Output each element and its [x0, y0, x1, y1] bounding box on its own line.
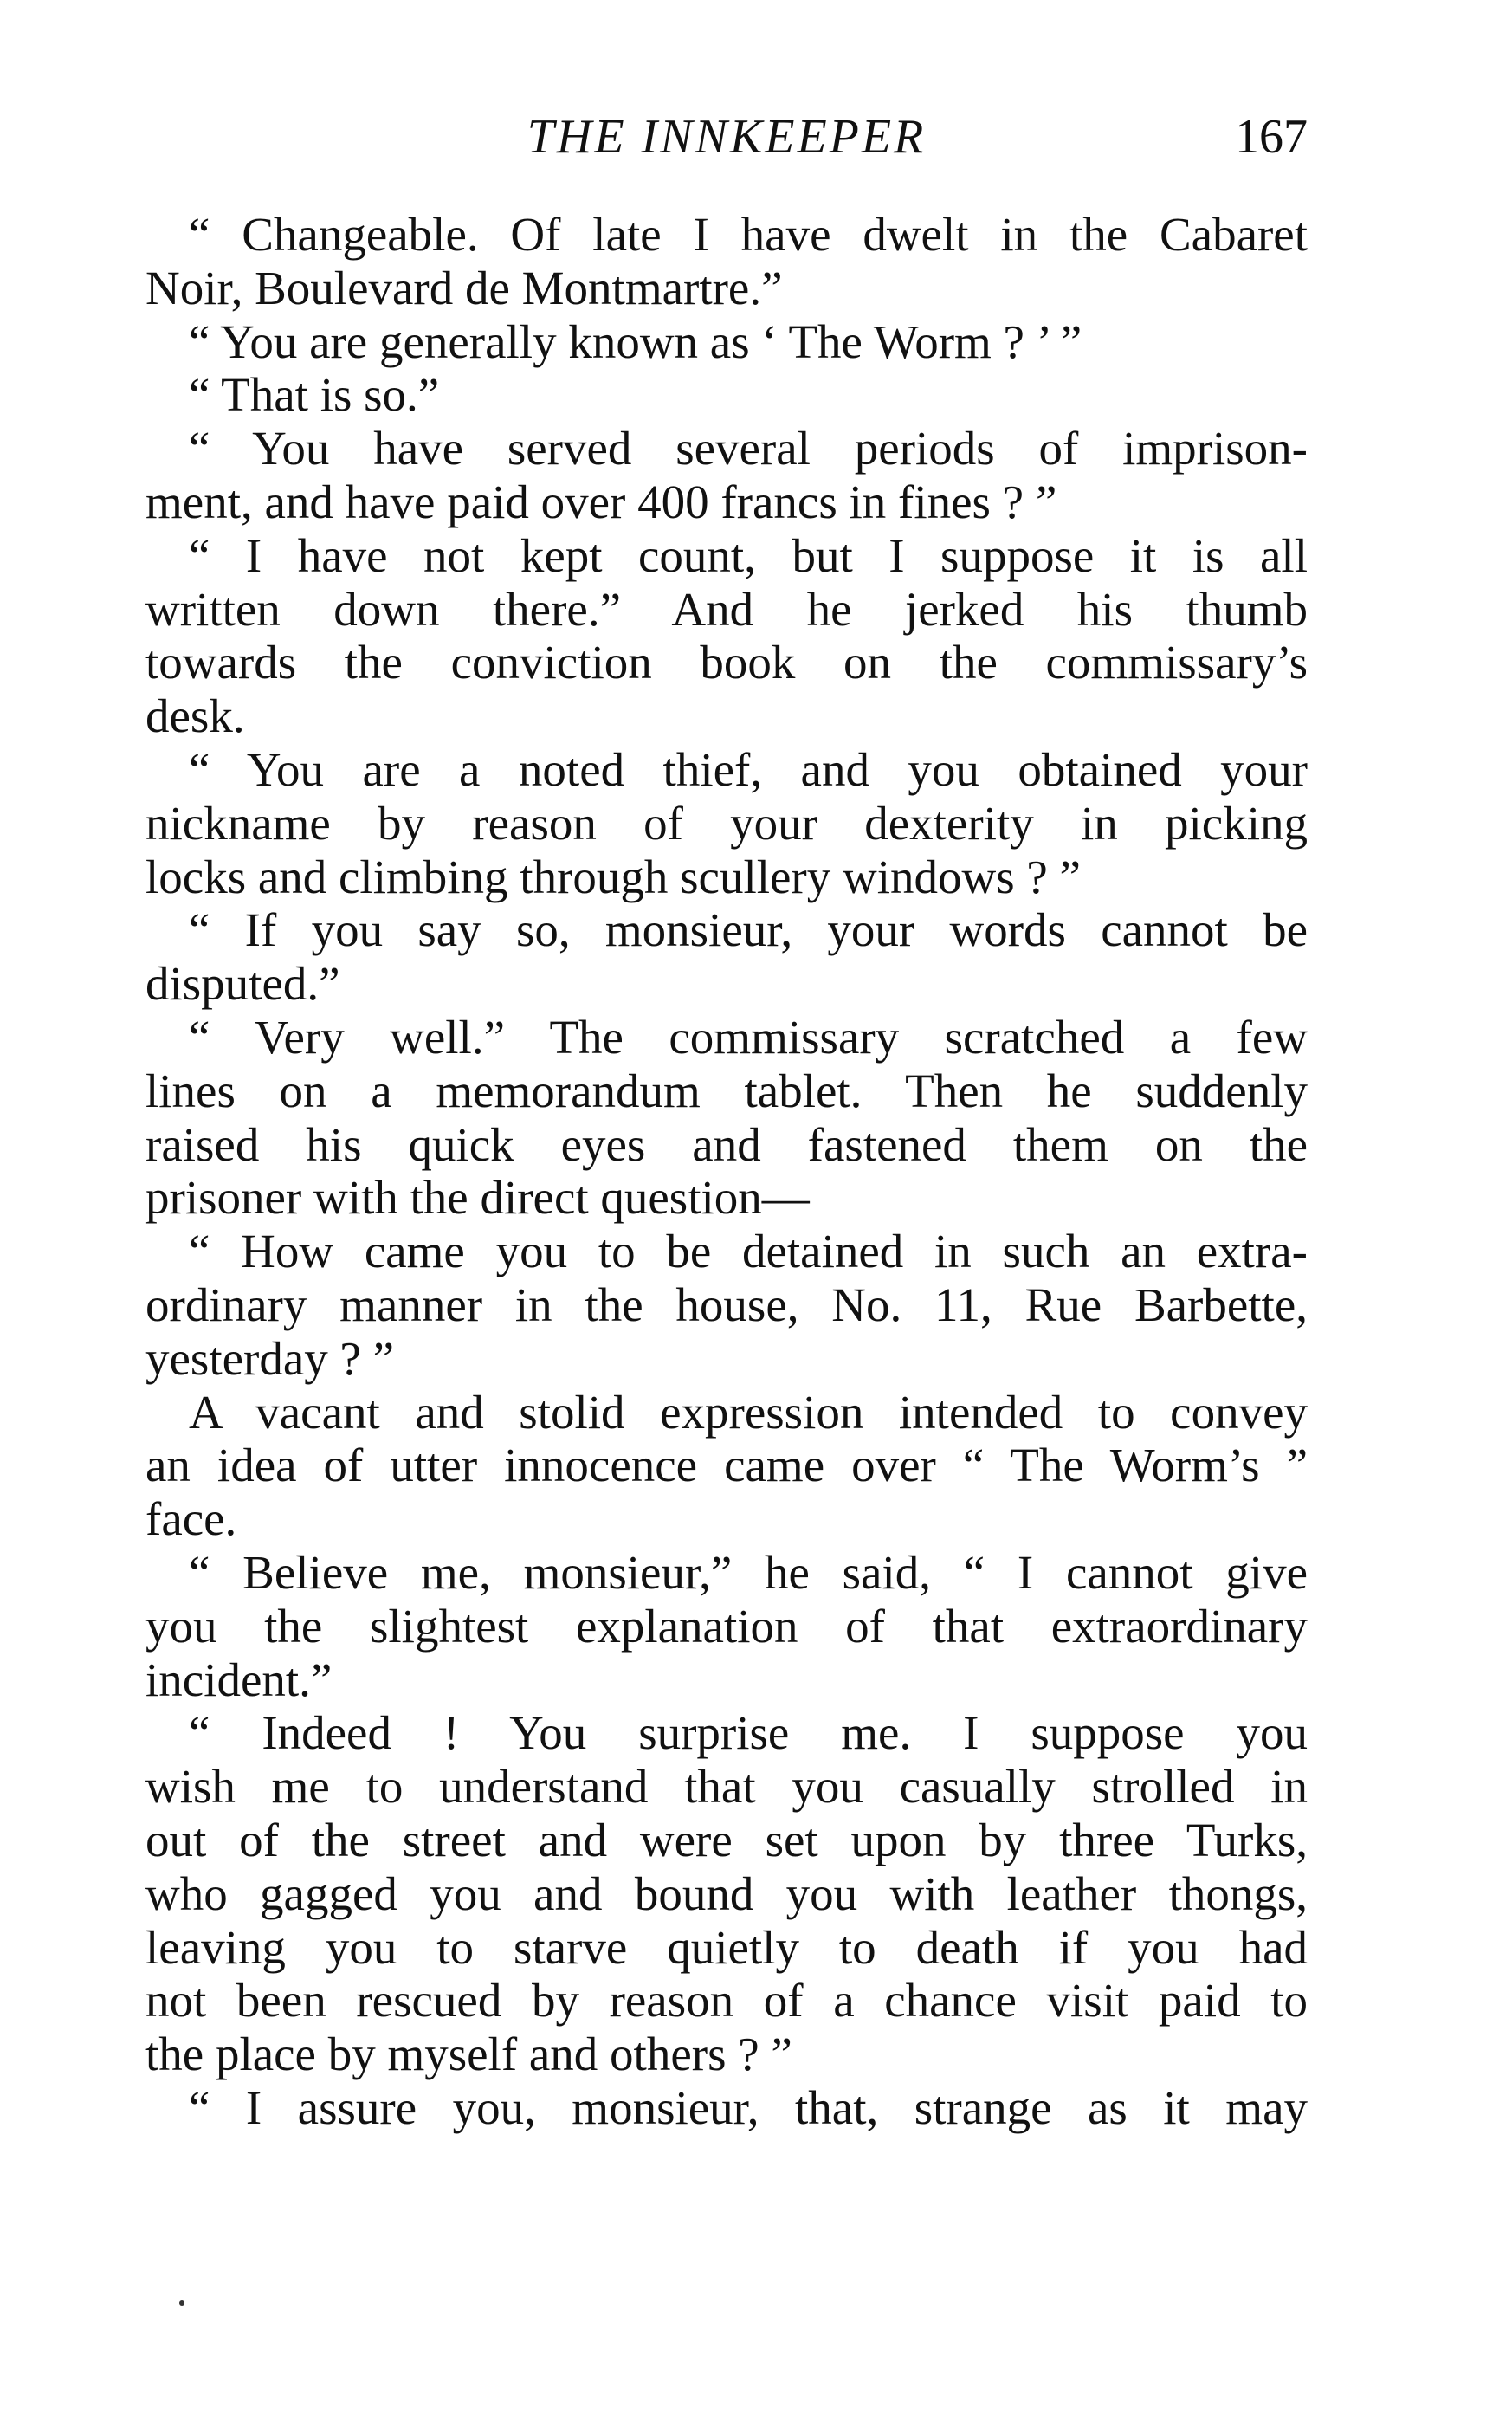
- text-line: “ Changeable. Of late I have dwelt in the Cabaret: [189, 208, 1308, 261]
- text-line: incident.”: [145, 1653, 333, 1706]
- text-line: “ You have served several periods of imprison-: [189, 422, 1308, 475]
- text-line: who gagged you and bound you with leather thongs,: [145, 1866, 1308, 1920]
- text-line: “ You are a noted thief, and you obtained your: [189, 742, 1308, 796]
- text-line: leaving you to starve quietly to death if you had: [145, 1920, 1308, 1974]
- text-line: written down there.” And he jerked his thumb: [145, 582, 1308, 636]
- running-title: THE INNKEEPER: [527, 110, 927, 164]
- text-line: “ I have not kept count, but I suppose it is all: [189, 528, 1308, 582]
- text-line: A vacant and stolid expression intended to convey: [189, 1385, 1308, 1439]
- text-line: “ You are generally known as ‘ The Worm ? ’ ”: [189, 314, 1082, 368]
- text-line: lines on a memorandum tablet. Then he suddenly: [145, 1064, 1308, 1117]
- text-line: towards the conviction book on the commissary’s: [145, 636, 1308, 689]
- text-line: ment, and have paid over 400 francs in fines ? ”: [145, 475, 1057, 528]
- text-line: not been rescued by reason of a chance visit paid to: [145, 1974, 1308, 2028]
- page-number: 167: [1235, 110, 1308, 164]
- text-line: “ Very well.” The commissary scratched a few: [189, 1010, 1308, 1064]
- body-text: [145, 208, 1308, 2135]
- text-line: locks and climbing through scullery windows ? ”: [145, 850, 1081, 903]
- text-line: you the slightest explanation of that extraordinary: [145, 1599, 1308, 1653]
- text-line: “ Indeed ! You surprise me. I suppose you: [189, 1706, 1308, 1760]
- text-line: desk.: [145, 689, 245, 743]
- text-line: “ That is so.”: [189, 368, 440, 422]
- running-header: [145, 102, 1308, 171]
- text-line: disputed.”: [145, 957, 340, 1011]
- text-line: “ I assure you, monsieur, that, strange as it may: [189, 2080, 1308, 2134]
- text-line: face.: [145, 1492, 237, 1546]
- text-line: prisoner with the direct question—: [145, 1171, 810, 1225]
- text-line: yesterday ? ”: [145, 1331, 395, 1385]
- print-speck: [179, 2300, 184, 2306]
- text-line: “ Believe me, monsieur,” he said, “ I cannot give: [189, 1545, 1308, 1599]
- text-line: raised his quick eyes and fastened them on the: [145, 1117, 1308, 1171]
- text-line: “ If you say so, monsieur, your words cannot be: [189, 903, 1308, 957]
- text-line: the place by myself and others ? ”: [145, 2028, 792, 2081]
- text-line: Noir, Boulevard de Montmartre.”: [145, 261, 783, 314]
- text-line: out of the street and were set upon by three Turks,: [145, 1813, 1308, 1866]
- text-line: “ How came you to be detained in such an extra-: [189, 1225, 1308, 1278]
- text-line: nickname by reason of your dexterity in picking: [145, 796, 1308, 850]
- text-line: an idea of utter innocence came over “ The Worm’s ”: [145, 1439, 1308, 1492]
- text-line: ordinary manner in the house, No. 11, Rue Barbette,: [145, 1277, 1308, 1331]
- text-line: wish me to understand that you casually strolled in: [145, 1760, 1308, 1814]
